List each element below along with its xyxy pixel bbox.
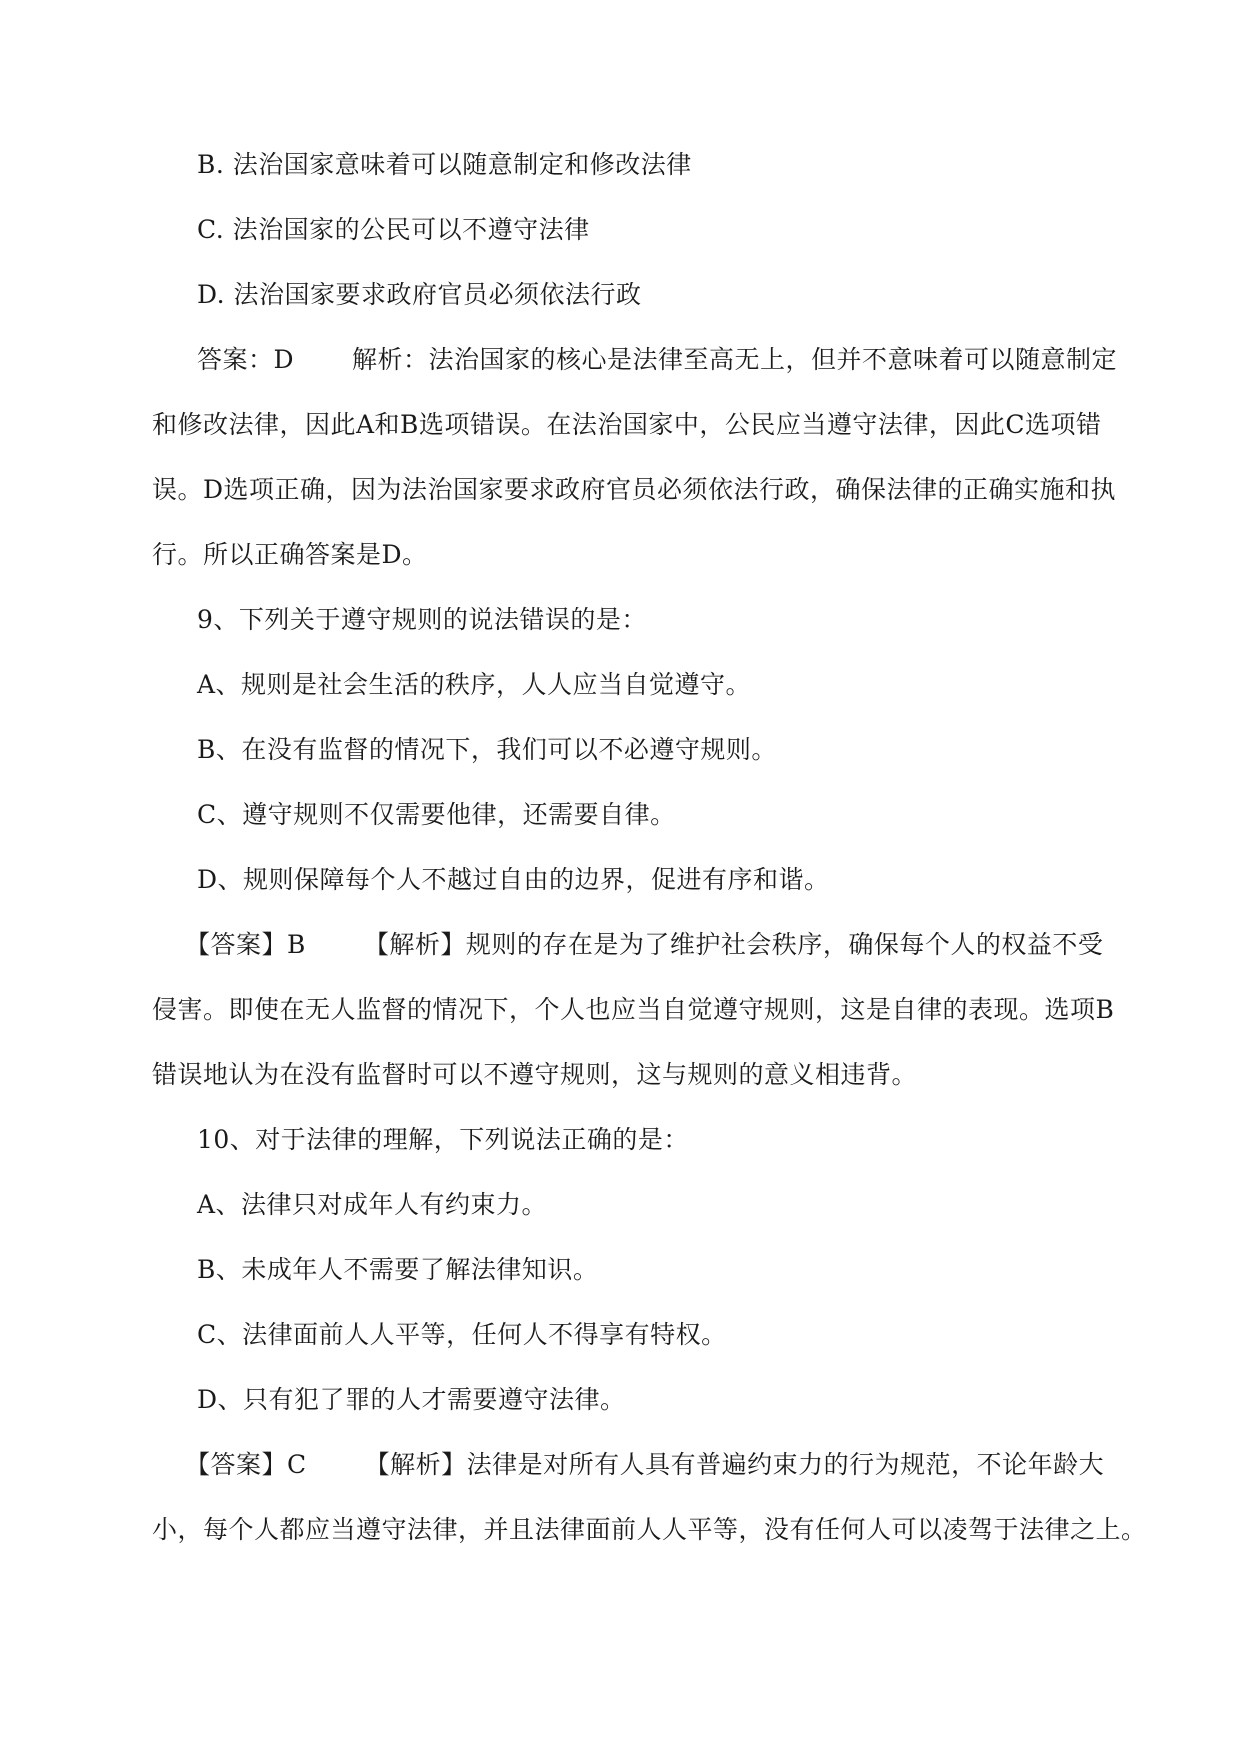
q10-option-c: C、法律面前人人平等，任何人不得享有特权。 bbox=[197, 1320, 727, 1349]
q9-option-b: B、在没有监督的情况下，我们可以不必遵守规则。 bbox=[197, 735, 777, 764]
q8-answer: 答案：D bbox=[197, 345, 295, 374]
q9-question: 9、下列关于遵守规则的说法错误的是： bbox=[197, 605, 647, 634]
q9-answer: 【答案】B bbox=[185, 930, 306, 959]
q8-analysis-line1: 解析：法治国家的核心是法律至高无上，但并不意味着可以随意制定 bbox=[352, 345, 1118, 374]
q10-option-a: A、法律只对成年人有约束力。 bbox=[197, 1190, 548, 1219]
q8-option-c: C. 法治国家的公民可以不遵守法律 bbox=[197, 215, 590, 244]
q9-option-c: C、遵守规则不仅需要他律，还需要自律。 bbox=[197, 800, 676, 829]
q8-analysis-line3: 误。D选项正确，因为法治国家要求政府官员必须依法行政，确保法律的正确实施和执 bbox=[152, 475, 1117, 504]
q10-option-b: B、未成年人不需要了解法律知识。 bbox=[197, 1255, 599, 1284]
q9-answer-row bbox=[185, 928, 1103, 962]
q9-analysis-line3: 错误地认为在没有监督时可以不遵守规则，这与规则的意义相违背。 bbox=[152, 1060, 918, 1089]
q10-answer: 【答案】C bbox=[185, 1450, 307, 1479]
q10-analysis-line2: 小，每个人都应当遵守法律，并且法律面前人人平等，没有任何人可以凌驾于法律之上。 bbox=[152, 1515, 1147, 1544]
q8-option-d: D. 法治国家要求政府官员必须依法行政 bbox=[197, 280, 642, 309]
q8-option-b: B. 法治国家意味着可以随意制定和修改法律 bbox=[197, 150, 692, 179]
q8-answer-row bbox=[197, 343, 1117, 377]
q10-analysis-line1: 【解析】法律是对所有人具有普遍约束力的行为规范，不论年龄大 bbox=[364, 1450, 1105, 1479]
q9-option-a: A、规则是社会生活的秩序，人人应当自觉遵守。 bbox=[197, 670, 752, 699]
q8-analysis-line4: 行。所以正确答案是D。 bbox=[152, 540, 428, 569]
q10-answer-row bbox=[185, 1448, 1104, 1482]
q10-option-d: D、只有犯了罪的人才需要遵守法律。 bbox=[197, 1385, 626, 1414]
q9-analysis-line1: 【解析】规则的存在是为了维护社会秩序，确保每个人的权益不受 bbox=[363, 930, 1104, 959]
q10-question: 10、对于法律的理解，下列说法正确的是： bbox=[197, 1125, 689, 1154]
q9-analysis-line2: 侵害。即使在无人监督的情况下，个人也应当自觉遵守规则，这是自律的表现。选项B bbox=[152, 995, 1115, 1024]
q9-option-d: D、规则保障每个人不越过自由的边界，促进有序和谐。 bbox=[197, 865, 830, 894]
q8-analysis-line2: 和修改法律，因此A和B选项错误。在法治国家中，公民应当遵守法律，因此C选项错 bbox=[152, 410, 1102, 439]
